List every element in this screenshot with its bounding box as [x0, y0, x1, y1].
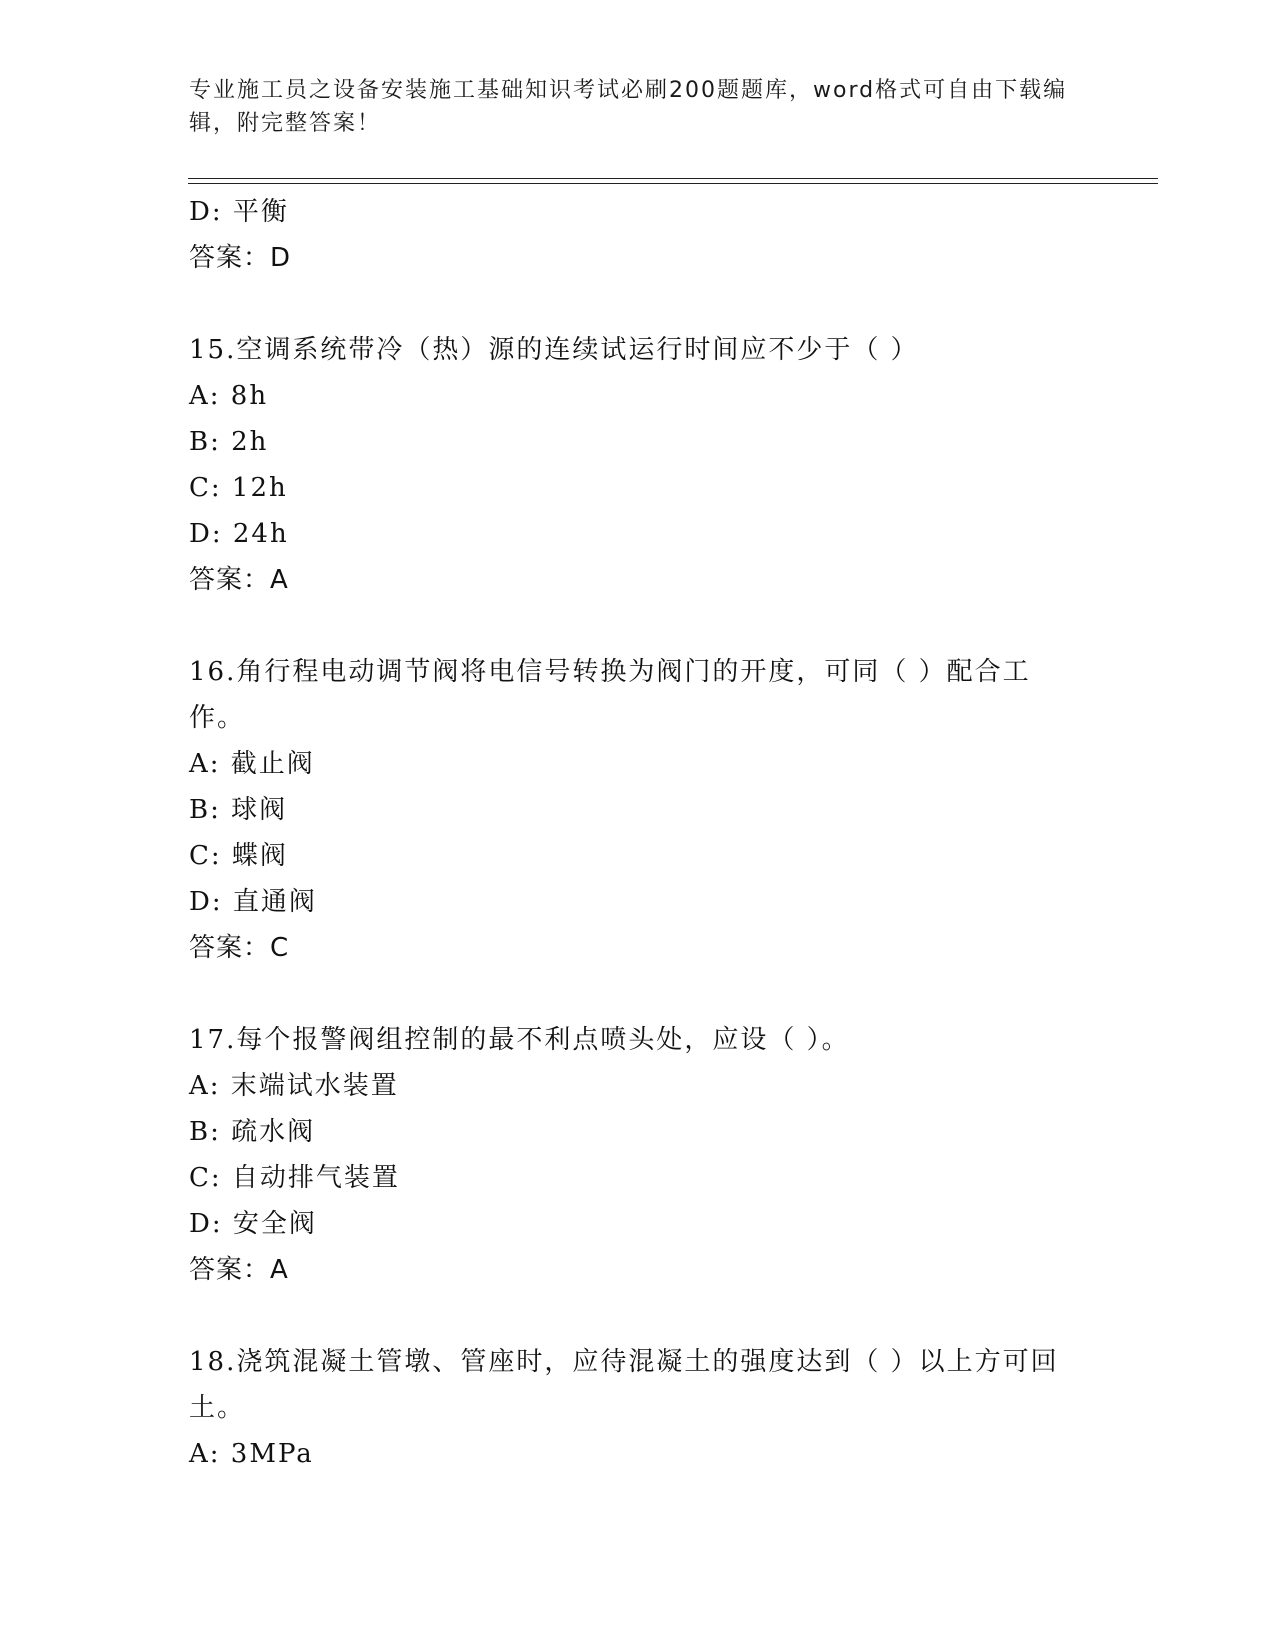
option-a: A: 3MPa — [189, 1439, 314, 1469]
option-d: D: 24h — [189, 519, 289, 549]
option-a: A: 8h — [189, 381, 269, 411]
answer: 答案：A — [189, 1255, 289, 1285]
question-list — [189, 189, 1089, 1477]
option-a: A: 截止阀 — [189, 749, 315, 779]
question-18 — [189, 1339, 1089, 1477]
question-stem: 17.每个报警阀组控制的最不利点喷头处，应设（ ）。 — [189, 1025, 850, 1055]
option-c: C: 蝶阀 — [189, 841, 288, 871]
option-a: A: 末端试水装置 — [189, 1071, 399, 1101]
option-c: C: 自动排气装置 — [189, 1163, 400, 1193]
answer: 答案：D — [189, 243, 292, 273]
option-d: D: 安全阀 — [189, 1209, 317, 1239]
option-b: B: 疏水阀 — [189, 1117, 316, 1147]
question-17 — [189, 1017, 1089, 1293]
question-stem: 18.浇筑混凝土管墩、管座时，应待混凝土的强度达到（ ）以上方可回土。 — [189, 1347, 1059, 1423]
option-b: B: 2h — [189, 427, 269, 457]
question-15 — [189, 327, 1089, 603]
question-stem: 15.空调系统带冷（热）源的连续试运行时间应不少于（ ） — [189, 335, 919, 365]
question-stem: 16.角行程电动调节阀将电信号转换为阀门的开度，可同（ ）配合工作。 — [189, 657, 1031, 733]
answer: 答案：A — [189, 565, 289, 595]
header-divider-top — [188, 178, 1158, 179]
page-header: 专业施工员之设备安装施工基础知识考试必刷200题题库，word格式可自由下载编辑，附完整答案！ — [189, 78, 1068, 136]
answer: 答案：C — [189, 933, 290, 963]
option-d: D: 直通阀 — [189, 887, 317, 917]
header-divider-bottom — [188, 183, 1158, 184]
option-d: D: 平衡 — [189, 197, 289, 227]
option-c: C: 12h — [189, 473, 288, 503]
option-b: B: 球阀 — [189, 795, 288, 825]
question-16 — [189, 649, 1089, 971]
